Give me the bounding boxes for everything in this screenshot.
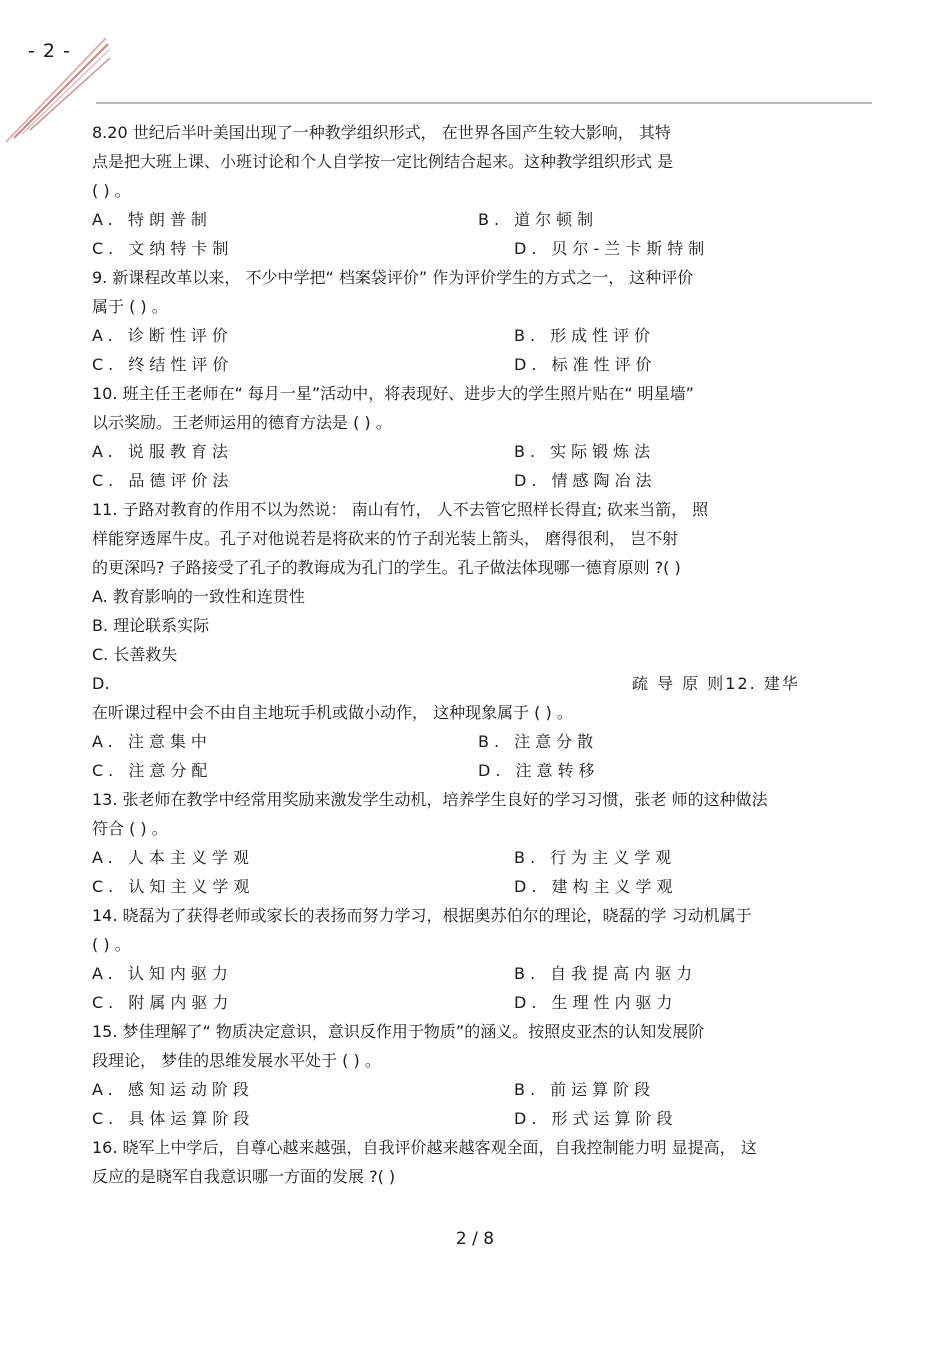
option-c: C. 品德评价法 [92,471,234,490]
option-c: C. 具体运算阶段 [92,1109,255,1128]
option-a: A. 认知内驱力 [92,964,233,983]
option-c: C. 文纳特卡制 [92,239,234,258]
option-d: D. 生理性内驱力 [514,993,678,1012]
question-14 [92,901,870,1017]
question-stem-line: ( ) 。 [92,181,131,200]
question-stem-line: 10. 班主任王老师在“ 每月一星”活动中，将表现好、进步大的学生照片贴在“ 明星墙” [92,384,694,403]
option-b: B. 行为主义学观 [514,848,677,867]
option-d: D. 形式运算阶段 [514,1109,678,1128]
option-d: D. 标准性评价 [514,355,657,374]
option-row [92,669,870,698]
question-15 [92,1017,870,1133]
question-stem-line: 属于 ( ) 。 [92,297,168,316]
page-number: 2 / 8 [455,1229,495,1249]
option-a: A. 说服教育法 [92,442,233,461]
option-b: B. 形成性评价 [514,326,656,345]
option-row [92,234,870,263]
option-c: C. 终结性评价 [92,355,234,374]
option-d: D. 建构主义学观 [514,877,678,896]
option-row [92,205,870,234]
question-stem-line: 样能穿透犀牛皮。孔子对他说若是将砍来的竹子刮光装上箭头， 磨得很利， 岂不射 [92,529,679,548]
question-stem-line: 符合 ( ) 。 [92,819,168,838]
option-b: B. 自我提高内驱力 [514,964,698,983]
option-row [92,350,870,379]
option-d-text: 疏 导 原 则12. 建华 [632,674,800,693]
option-b: B. 理论联系实际 [92,616,210,635]
option-d: D. 情感陶冶法 [514,471,657,490]
header-rule [96,102,872,104]
option-row [92,321,870,350]
question-stem-line: 13. 张老师在教学中经常用奖励来激发学生动机，培养学生良好的学习习惯，张老 师的这种做法 [92,790,768,809]
option-c: C. 注意分配 [92,761,213,780]
option-row [92,872,870,901]
option-row [92,1104,870,1133]
question-stem-line: 反应的是晓军自我意识哪一方面的发展 ?( ) [92,1167,396,1186]
page-label: - 2 - [28,40,71,62]
question-16 [92,1133,870,1191]
option-d: D. 注意转移 [478,761,600,780]
option-row [92,988,870,1017]
option-a: A. 注意集中 [92,732,212,751]
option-c: C. 长善救失 [92,645,178,664]
question-8 [92,118,870,263]
question-stem-line: 14. 晓磊为了获得老师或家长的表扬而努力学习，根据奥苏伯尔的理论，晓磊的学 习动机属于 [92,906,752,925]
question-12 [92,698,870,785]
question-stem-line: 段理论， 梦佳的思维发展水平处于 ( ) 。 [92,1051,381,1070]
question-content [92,118,870,1191]
question-stem-line: 以示奖励。王老师运用的德育方法是 ( ) 。 [92,413,392,432]
option-d: D. 贝尔-兰卡斯特制 [514,239,710,258]
option-row [92,959,870,988]
question-10 [92,379,870,495]
option-row [92,843,870,872]
option-row [92,1075,870,1104]
question-stem-line: 16. 晓军上中学后，自尊心越来越强，自我评价越来越客观全面，自我控制能力明 显提高， 这 [92,1138,757,1157]
option-a: A. 人本主义学观 [92,848,254,867]
option-row [92,437,870,466]
option-row [92,756,870,785]
question-stem-line: 15. 梦佳理解了“ 物质决定意识，意识反作用于物质”的涵义。按照皮亚杰的认知发展阶 [92,1022,705,1041]
option-b: B. 前运算阶段 [514,1080,656,1099]
question-9 [92,263,870,379]
option-b: B. 实际锻炼法 [514,442,656,461]
question-stem-line: 在听课过程中会不由自主地玩手机或做小动作， 这种现象属于 ( ) 。 [92,703,573,722]
option-b: B. 注意分散 [478,732,599,751]
question-stem-line: ( ) 。 [92,935,131,954]
option-a: A. 感知运动阶段 [92,1080,254,1099]
question-stem-line: 点是把大班上课、小班讨论和个人自学按一定比例结合起来。这种教学组织形式 是 [92,152,674,171]
option-a: A. 教育影响的一致性和连贯性 [92,587,305,606]
option-row [92,466,870,495]
option-b: B. 道尔顿制 [478,210,599,229]
question-stem-line: 9. 新课程改革以来， 不少中学把“ 档案袋评价” 作为评价学生的方式之一， 这种评价 [92,268,694,287]
option-a: A. 诊断性评价 [92,326,233,345]
option-row [92,727,870,756]
option-d: D. [92,674,110,693]
option-c: C. 附属内驱力 [92,993,234,1012]
question-13 [92,785,870,901]
option-c: C. 认知主义学观 [92,877,255,896]
question-stem-line: 8.20 世纪后半叶美国出现了一种教学组织形式， 在世界各国产生较大影响， 其特 [92,123,671,142]
question-11 [92,495,870,698]
question-stem-line: 的更深吗? 子路接受了孔子的教诲成为孔门的学生。孔子做法体现哪一德育原则 ?( ) [92,558,681,577]
option-a: A. 特朗普制 [92,210,212,229]
question-stem-line: 11. 子路对教育的作用不以为然说： 南山有竹， 人不去管它照样长得直; 砍来当箭， 照 [92,500,709,519]
